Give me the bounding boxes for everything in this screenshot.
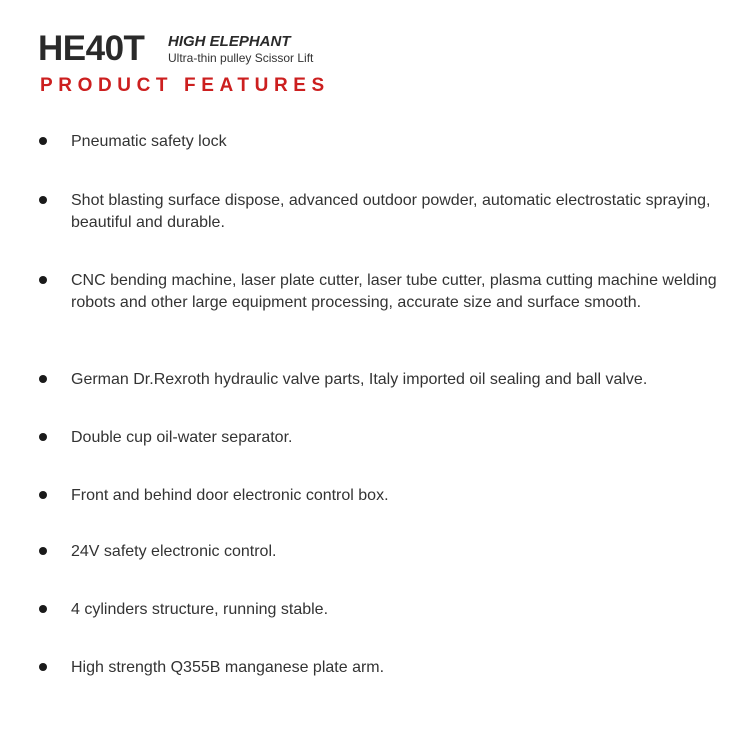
bullet-icon — [39, 605, 47, 613]
feature-text: 4 cylinders structure, running stable. — [71, 601, 329, 618]
feature-text: Shot blasting surface dispose, advanced outdoor powder, automatic electrostatic spraying, beautiful and durable. — [71, 192, 711, 231]
feature-text: Front and behind door electronic control box. — [71, 487, 389, 504]
feature-text: High strength Q355B manganese plate arm. — [71, 659, 385, 676]
feature-text: Pneumatic safety lock — [71, 133, 227, 150]
feature-text: CNC bending machine, laser plate cutter, laser tube cutter, plasma cutting machine welding robots and other large equipment processing, accurate size and surface smooth. — [71, 272, 717, 311]
bullet-icon — [39, 547, 47, 555]
bullet-icon — [39, 433, 47, 441]
bullet-icon — [39, 375, 47, 383]
bullet-icon — [39, 663, 47, 671]
brand-name: HIGH ELEPHANT — [168, 33, 291, 50]
product-subtitle: Ultra-thin pulley Scissor Lift — [168, 51, 314, 65]
feature-text: 24V safety electronic control. — [71, 543, 277, 560]
feature-text: Double cup oil-water separator. — [71, 429, 293, 446]
bullet-icon — [39, 137, 47, 145]
model-name: HE40T — [38, 29, 145, 68]
bullet-icon — [39, 491, 47, 499]
bullet-icon — [39, 276, 47, 284]
section-title: PRODUCT FEATURES — [40, 75, 330, 96]
feature-text: German Dr.Rexroth hydraulic valve parts, Italy imported oil sealing and ball valve. — [71, 371, 648, 388]
bullet-icon — [39, 196, 47, 204]
